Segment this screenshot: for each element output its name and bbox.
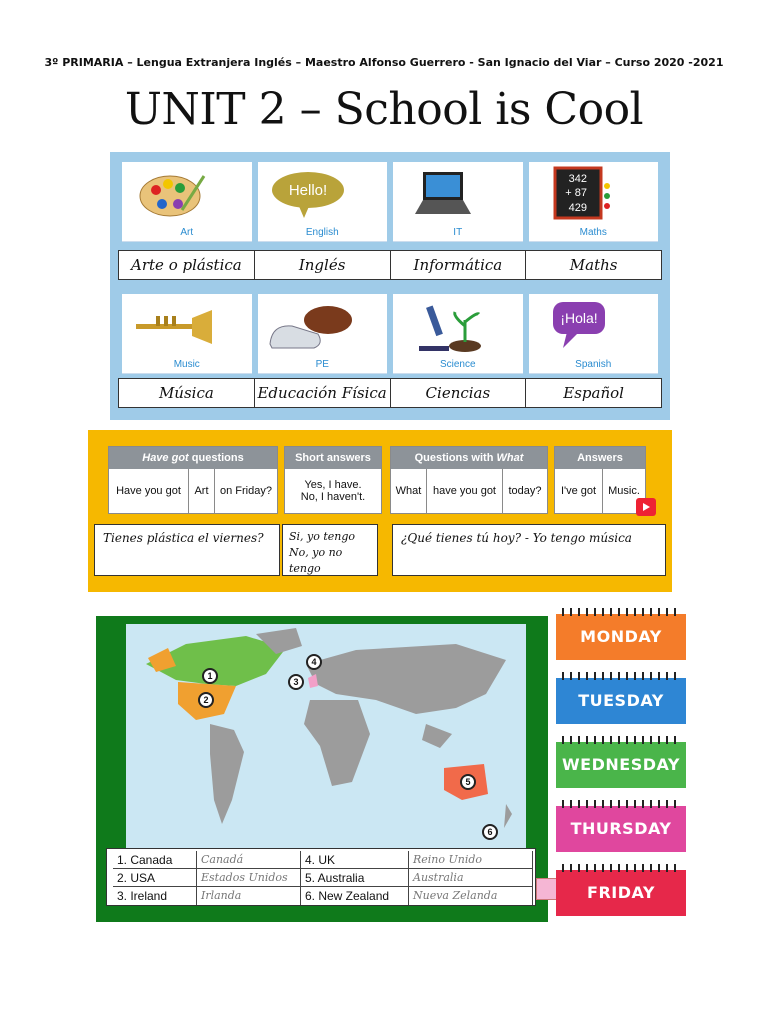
abacus-icon <box>529 166 629 222</box>
subject-spanish-name: Inglés <box>255 251 391 279</box>
trumpet-icon <box>122 298 222 354</box>
table-heading: Questions with What <box>391 447 547 469</box>
day-card-thursday: THURSDAY <box>556 806 686 852</box>
spanish-row-1 <box>118 250 662 280</box>
subject-card-english <box>258 162 388 242</box>
subject-spanish-name: Ciencias <box>391 379 527 407</box>
short-answers-table <box>284 446 382 514</box>
translation-have-got: Tienes plástica el viernes? <box>94 524 280 576</box>
video-play-icon[interactable] <box>636 498 656 516</box>
day-card-tuesday: TUESDAY <box>556 678 686 724</box>
subject-card-maths <box>529 162 659 242</box>
country-name-es: Canadá <box>197 851 301 869</box>
country-name-en: 1. Canada <box>113 851 197 869</box>
subject-label-en: Art <box>180 227 194 238</box>
world-map-panel <box>96 616 548 922</box>
country-name-es: Irlanda <box>197 887 301 905</box>
table-heading: Answers <box>555 447 645 469</box>
spiral-rings-icon <box>562 864 680 872</box>
subject-label-en: Science <box>439 359 476 370</box>
country-name-en: 3. Ireland <box>113 887 197 905</box>
map-marker-australia: 5 <box>460 774 476 790</box>
subject-card-art <box>122 162 252 242</box>
translation-short-answers <box>282 524 378 576</box>
subject-label-en: IT <box>453 227 463 238</box>
hello-speech-bubble-icon <box>258 166 358 222</box>
subjects-row-1 <box>122 162 658 242</box>
map-marker-uk: 4 <box>306 654 322 670</box>
subject-label-en: English <box>305 227 339 238</box>
day-card-monday: MONDAY <box>556 614 686 660</box>
subject-spanish-name: Educación Física <box>255 379 391 407</box>
table-cell: What <box>391 469 427 513</box>
day-card-friday: FRIDAY <box>556 870 686 916</box>
board-line-2: + 87 <box>564 187 587 199</box>
subject-card-spanish <box>529 294 659 374</box>
country-name-es: Estados Unidos <box>197 869 301 887</box>
laptop-icon <box>393 166 493 222</box>
translation-what: ¿Qué tienes tú hoy? - Yo tengo música <box>392 524 666 576</box>
table-cell: Art <box>189 469 215 513</box>
spiral-rings-icon <box>562 736 680 744</box>
world-map-drawing <box>126 624 526 856</box>
subject-spanish-name: Música <box>119 379 255 407</box>
world-map <box>126 624 526 856</box>
subject-card-science <box>393 294 523 374</box>
paint-palette-icon <box>122 166 222 222</box>
subject-spanish-name: Informática <box>391 251 527 279</box>
map-marker-new-zealand: 6 <box>482 824 498 840</box>
subject-label-en: PE <box>315 359 329 370</box>
subject-card-music <box>122 294 252 374</box>
subject-card-pe <box>258 294 388 374</box>
countries-table <box>106 848 536 906</box>
worksheet-header: 3º PRIMARIA – Lengua Extranjera Inglés – Maestro Alfonso Guerrero - San Ignacio del Viar – Curso 2020 -2021 <box>44 56 724 69</box>
translation-no: No, yo no tengo <box>289 546 343 575</box>
country-name-es: Reino Unido <box>409 851 533 869</box>
map-marker-usa: 2 <box>198 692 214 708</box>
country-name-es: Nueva Zelanda <box>409 887 533 905</box>
country-name-en: 5. Australia <box>301 869 409 887</box>
bubble-text: Hello! <box>288 182 327 199</box>
table-cell: Have you got <box>109 469 189 513</box>
subject-label-en: Music <box>173 359 200 370</box>
table-cell: on Friday? <box>220 485 272 497</box>
subjects-panel <box>110 152 670 420</box>
table-cell: have you got <box>427 469 503 513</box>
country-name-en: 6. New Zealand <box>301 887 409 905</box>
microscope-plant-icon <box>393 298 493 354</box>
country-name-en: 2. USA <box>113 869 197 887</box>
short-answer-yes: Yes, I have. <box>304 479 362 491</box>
subject-label-en: Spanish <box>575 359 612 370</box>
have-got-questions-table <box>108 446 278 514</box>
short-answer-no: No, I haven't. <box>300 491 366 503</box>
what-questions-table <box>390 446 548 514</box>
board-line-3: 429 <box>568 202 587 214</box>
spiral-rings-icon <box>562 672 680 680</box>
answers-table <box>554 446 646 514</box>
board-line-1: 342 <box>568 173 587 185</box>
subject-card-it <box>393 162 523 242</box>
subject-spanish-name: Maths <box>569 256 618 274</box>
map-marker-ireland: 3 <box>288 674 304 690</box>
subject-spanish-name: Español <box>563 384 624 402</box>
country-name-es: Australia <box>409 869 533 887</box>
map-marker-canada: 1 <box>202 668 218 684</box>
translation-yes: Si, yo tengo <box>289 530 356 543</box>
sports-shoe-ball-icon <box>258 298 358 354</box>
play-triangle-icon <box>636 498 656 516</box>
table-cell: today? <box>508 485 542 497</box>
bubble-text: ¡Hola! <box>559 310 598 326</box>
day-card-wednesday: WEDNESDAY <box>556 742 686 788</box>
table-heading: Short answers <box>285 447 381 469</box>
spanish-row-2 <box>118 378 662 408</box>
table-cell: Music. <box>608 485 640 497</box>
page-title: UNIT 2 – School is Cool <box>124 84 644 135</box>
spiral-rings-icon <box>562 608 680 616</box>
table-cell: I've got <box>555 469 603 513</box>
table-heading: Have got questions <box>109 447 277 469</box>
subjects-row-2 <box>122 294 658 374</box>
country-name-en: 4. UK <box>301 851 409 869</box>
subject-spanish-name: Arte o plástica <box>119 251 255 279</box>
grammar-panel <box>88 430 672 592</box>
subject-label-en: Maths <box>579 227 607 238</box>
spiral-rings-icon <box>562 800 680 808</box>
hola-speech-bubble-icon <box>529 298 629 354</box>
